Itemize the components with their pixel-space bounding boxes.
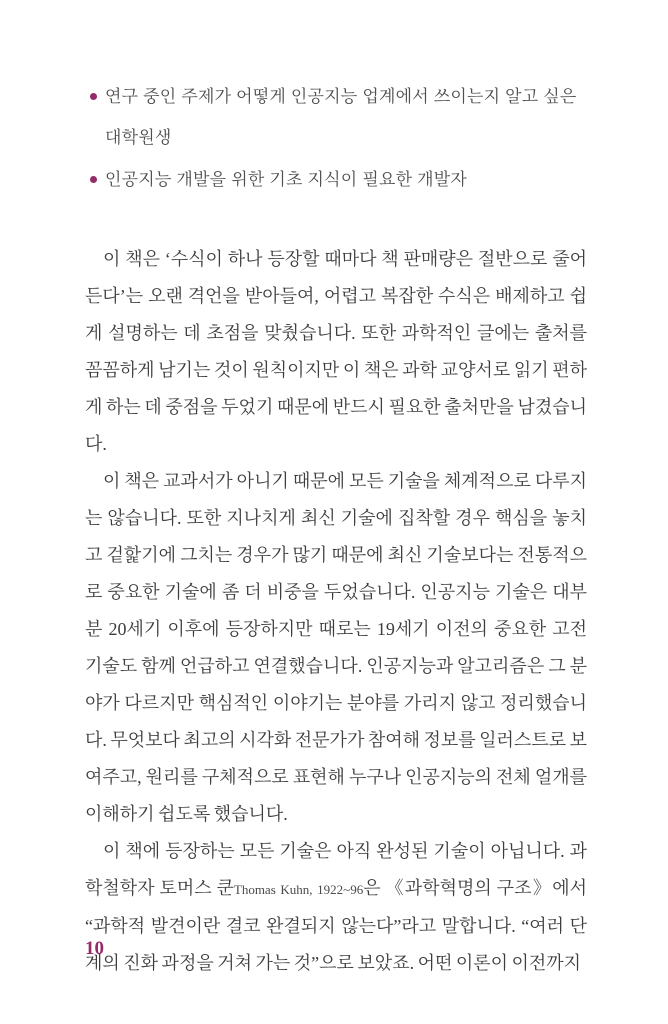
body-text (85, 241, 587, 982)
paragraph-1: 이 책은 ‘수식이 하나 등장할 때마다 책 판매량은 절반으로 줄어든다’는 오랜 격언을 받아들여, 어렵고 복잡한 수식은 배제하고 쉽게 설명하는 데 초점을 맞췄습니다. 또한 과학적인 글에는 출처를 꼼꼼하게 남기는 것이 원칙이지만 이 책은 과학 교양서로 읽기 편하게 하는 데 중점을 두었기 때문에 반드시 필요한 출처만을 남겼습니다. (85, 249, 587, 454)
paragraph-2: 이 책은 교과서가 아니기 때문에 모든 기술을 체계적으로 다루지는 않습니다. 또한 지나치게 최신 기술에 집착할 경우 핵심을 놓치고 겉핥기에 그치는 경우가 많기 때문에 최신 기술보다는 전통적으로 중요한 기술에 좀 더 비중을 두었습니다. 인공지능 기술은 대부분 20세기 이후에 등장하지만 때로는 19세기 이전의 중요한 고전 기술도 함께 언급하고 연결했습니다. 인공지능과 알고리즘은 그 분야가 다르지만 핵심적인 이야기는 분야를 가리지 않고 정리했습니다. 무엇보다 최고의 시각화 전문가가 참여해 정보를 일러스트로 보여주고, 원리를 구체적으로 표현해 누구나 인공지능의 전체 얼개를 이해하기 쉽도록 했습니다. (85, 471, 587, 824)
bullet-icon (90, 176, 97, 183)
paragraph-3-text-after: 은 《과학혁명의 구조》에서 “과학적 발견이란 결코 완결되지 않는다”라고 말합니다. “여러 단계의 진화 과정을 거쳐 가는 것”으로 보았죠. 어떤 이론이 이전까지 (85, 878, 587, 973)
person-name-annotation: Thomas Kuhn, 1922~96 (233, 882, 364, 897)
bullet-icon (90, 93, 97, 100)
paragraph-3-text-before: 이 책에 등장하는 모든 기술은 아직 완성된 기술이 아닙니다. 과학철학자 토머스 쿤 (85, 841, 587, 898)
text-column (85, 76, 587, 982)
audience-bullet-list (85, 76, 587, 200)
list-item (85, 159, 587, 200)
paragraph-3 (85, 833, 587, 982)
page-number: 10 (85, 938, 104, 959)
list-item-text: 연구 중인 주제가 어떻게 인공지능 업계에서 쓰이는지 알고 싶은 대학원생 (105, 87, 577, 147)
list-item-text: 인공지능 개발을 위한 기초 지식이 필요한 개발자 (105, 170, 467, 189)
list-item (85, 76, 587, 158)
